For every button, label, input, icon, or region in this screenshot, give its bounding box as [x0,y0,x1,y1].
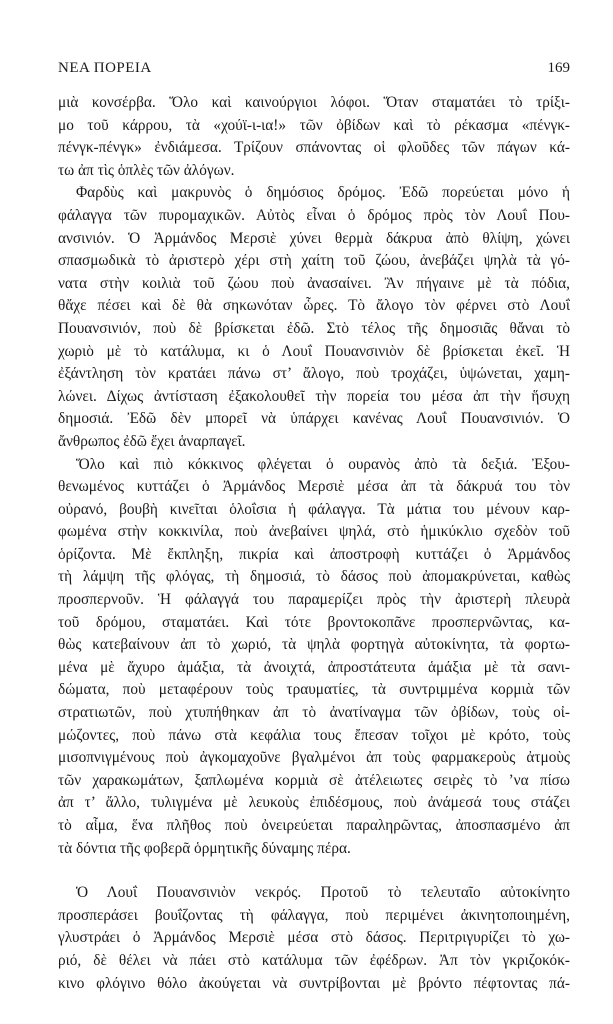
text-line: σπασμωδικὰ τὸ ἀριστερὸ χέρι στὴ χαίτη τοῦ ζώου, ἀνεβάζει ψηλὰ τὰ γό- [58,252,570,270]
text-line: μισοπνιγμένους ποὺ ἀγκομαχοῦνε βγαλμένοι ἀπ τοὺς φαρμακεροὺς ἀτμοὺς [58,749,570,767]
running-title: ΝΕΑ ΠΟΡΕΙΑ [58,60,152,76]
text-line: μώζοντες, ποὺ πάνω στὰ κεφάλια τους ἔπεσαν τοῖχοι μὲ κρότο, τοὺς [58,726,570,744]
text-line: λώνει. Δίχως ἀντίσταση ἐξακολουθεῖ τὴν πορεία του μέσα ἀπ τὴν ἥσυχη [58,387,570,405]
text-line: φάλαγγα τῶν πυρομαχικῶν. Αὐτὸς εἶναι ὁ δρόμος πρὸς τὸν Λουΐ Που- [58,206,570,224]
text-line: τῶν χαρακωμάτων, ξαπλωμένα κορμιὰ σὲ ἀτέλειωτες σειρὲς τὸ ’να πίσω [58,771,570,789]
text-line: τω ἀπ τὶς ὁπλὲς τῶν ἀλόγων. [58,161,235,179]
text-line: μο τοῦ κάρρου, τὰ «χούϊ-ι-ια!» τῶν ὀβίδων καὶ τὸ ρέκασμα «πένγκ- [58,116,570,134]
body-text [58,92,570,995]
text-line: Ὅλο καὶ πιὸ κόκκινος φλέγεται ὁ ουρανὸς ἀπὸ τὰ δεξιά. Ἐξου- [76,455,570,473]
paragraph [58,92,570,182]
text-line: θἄχε πέσει καὶ δὲ θὰ σηκωνόταν ὧρες. Τὸ ἄλογο τὸν φέρνει στὸ Λουΐ [58,297,570,315]
text-line: δημοσιά. Ἐδῶ δὲν μπορεῖ νὰ ὑπάρχει κανένας Λουΐ Πουανσινιόν. Ὁ [58,410,570,428]
text-line: γλυστράει ὁ Ἀρμάνδος Μερσιὲ μέσα στὸ δάσος. Περιτριγυρίζει τὸ χω- [58,929,570,947]
section-break [58,860,570,882]
text-line: τοῦ δρόμου, σταματάει. Καὶ τότε βροντοκοπᾶνε προσπερνῶντας, κα- [58,613,570,631]
paragraph [58,882,570,995]
text-line: φωμένα στὴν κοκκινίλα, ποὺ ἀνεβαίνει ψηλά, στὸ ἡμικύκλιο σχεδὸν τοῦ [58,523,570,541]
text-line: μιὰ κονσέρβα. Ὅλο καὶ καινούργιοι λόφοι. Ὅταν σταματάει τὸ τρίξι- [58,94,570,111]
text-line: ανσινιόν. Ὁ Ἀρμάνδος Μερσιὲ χύνει θερμὰ δάκρυα ἀπὸ θλίψη, χώνει [58,229,570,247]
text-line: Πουανσινιόν, ποὺ δὲ βρίσκεται ἐδῶ. Στὸ τέλος τῆς δημοσιᾶς θἄναι τὸ [58,319,570,337]
text-line: χωριὸ μὲ τὸ κατάλυμα, κι ὁ Λουΐ Πουανσινιὸν δὲ βρίσκεται ἐκεῖ. Ἡ [58,342,570,360]
text-line: δώματα, ποὺ μεταφέρουν τοὺς τραυματίες, τὰ συντριμμένα κορμιὰ τῶν [58,681,570,699]
page-header [58,60,570,82]
paragraph [58,454,570,861]
text-line: τὸ αἷμα, ἕνα πλῆθος ποὺ ὀνειρεύεται παραληρῶντας, ἀποσπασμένο ἀπ [58,817,570,834]
text-line: ἐξάντληση τὸν κρατάει πάνω στ’ ἄλογο, ποὺ τροχάζει, ὑψώνεται, χαμη- [58,365,570,383]
text-line: ἀπ τ’ ἄλλο, τυλιγμένα μὲ λευκοὺς ἐπιδέσμους, ποὺ ἀνάμεσά τους στάζει [58,794,570,812]
text-line: θενωμένος κυττάζει ὁ Ἀρμάνδος Μερσιὲ μέσα ἀπ τὰ δάκρυά του τὸν [58,478,570,496]
page-number: 169 [547,60,570,76]
text-line: ριό, δὲ θέλει νὰ πάει στὸ κατάλυμα τῶν ἐφέδρων. Ἀπ τὸν γκριζοκόκ- [58,951,570,969]
text-line: Ὁ Λουΐ Πουανσινιὸν νεκρός. Προτοῦ τὸ τελευταῖο αὐτοκίνητο [76,884,570,902]
text-line: προσπερνοῦν. Ἡ φάλαγγά του παραμερίζει πρὸς τὴν ἀριστερὴ πλευρὰ [58,591,570,609]
text-line: Φαρδὺς καὶ μακρυνὸς ὁ δημόσιος δρόμος. Ἐδῶ πορεύεται μόνο ἡ [76,184,570,202]
text-line: ὁρίζοντα. Μὲ ἔκπληξη, πικρία καὶ ἀποστροφὴ κυττάζει ὁ Ἀρμάνδος [58,545,570,563]
text-line: νατα στὴν κοιλιὰ τοῦ ζώου ποὺ ἀνασαίνει. Ἂν πήγαινε μὲ τὰ πόδια, [58,274,570,292]
text-line: τὰ δόντια τῆς φοβερᾶ ὁρμητικῆς δύναμης πέρα. [58,839,351,857]
text-line: προσπεράσει βουΐζοντας τὴ φάλαγγα, ποὺ περιμένει ἀκινητοποιημένη, [58,906,570,924]
paragraph [58,182,570,453]
text-line: κινο φλόγινο θόλο ἀκούγεται νὰ συντρίβονται μὲ βρόντο πέφτοντας πά- [58,974,570,992]
text-line: οὐρανό, βουβὴ κινεῖται ὁλοΐσια ἡ φάλαγγα. Τὰ μάτια του μένουν καρ- [58,500,570,518]
text-line: πένγκ-πένγκ» ἐνδιάμεσα. Τρίζουν σπάνοντας οἱ φλοῦδες τῶν πάγων κά- [58,139,570,157]
text-line: στρατιωτῶν, ποὺ χτυπήθηκαν ἀπ τὸ ἀνατίναγμα τῶν ὀβίδων, τοὺς οἰ- [58,704,570,722]
text-line: μένα μὲ ἄχυρο ἁμάξια, τὰ ἀνοιχτά, ἀπροστάτευτα ἁμάξια μὲ τὰ σανι- [58,658,570,676]
text-line: ἄνθρωπος ἐδῶ ἔχει ἁναρπαγεῖ. [58,432,246,450]
text-line: θὼς κατεβαίνουν ἀπ τὸ χωριό, τὰ ψηλὰ φορτηγὰ αὐτοκίνητα, τὰ φορτω- [58,636,570,654]
text-line: τὴ λάμψη τῆς φλόγας, τὴ δημοσιά, τὸ δάσος ποὺ ἀπομακρύνεται, καθὼς [58,568,570,586]
